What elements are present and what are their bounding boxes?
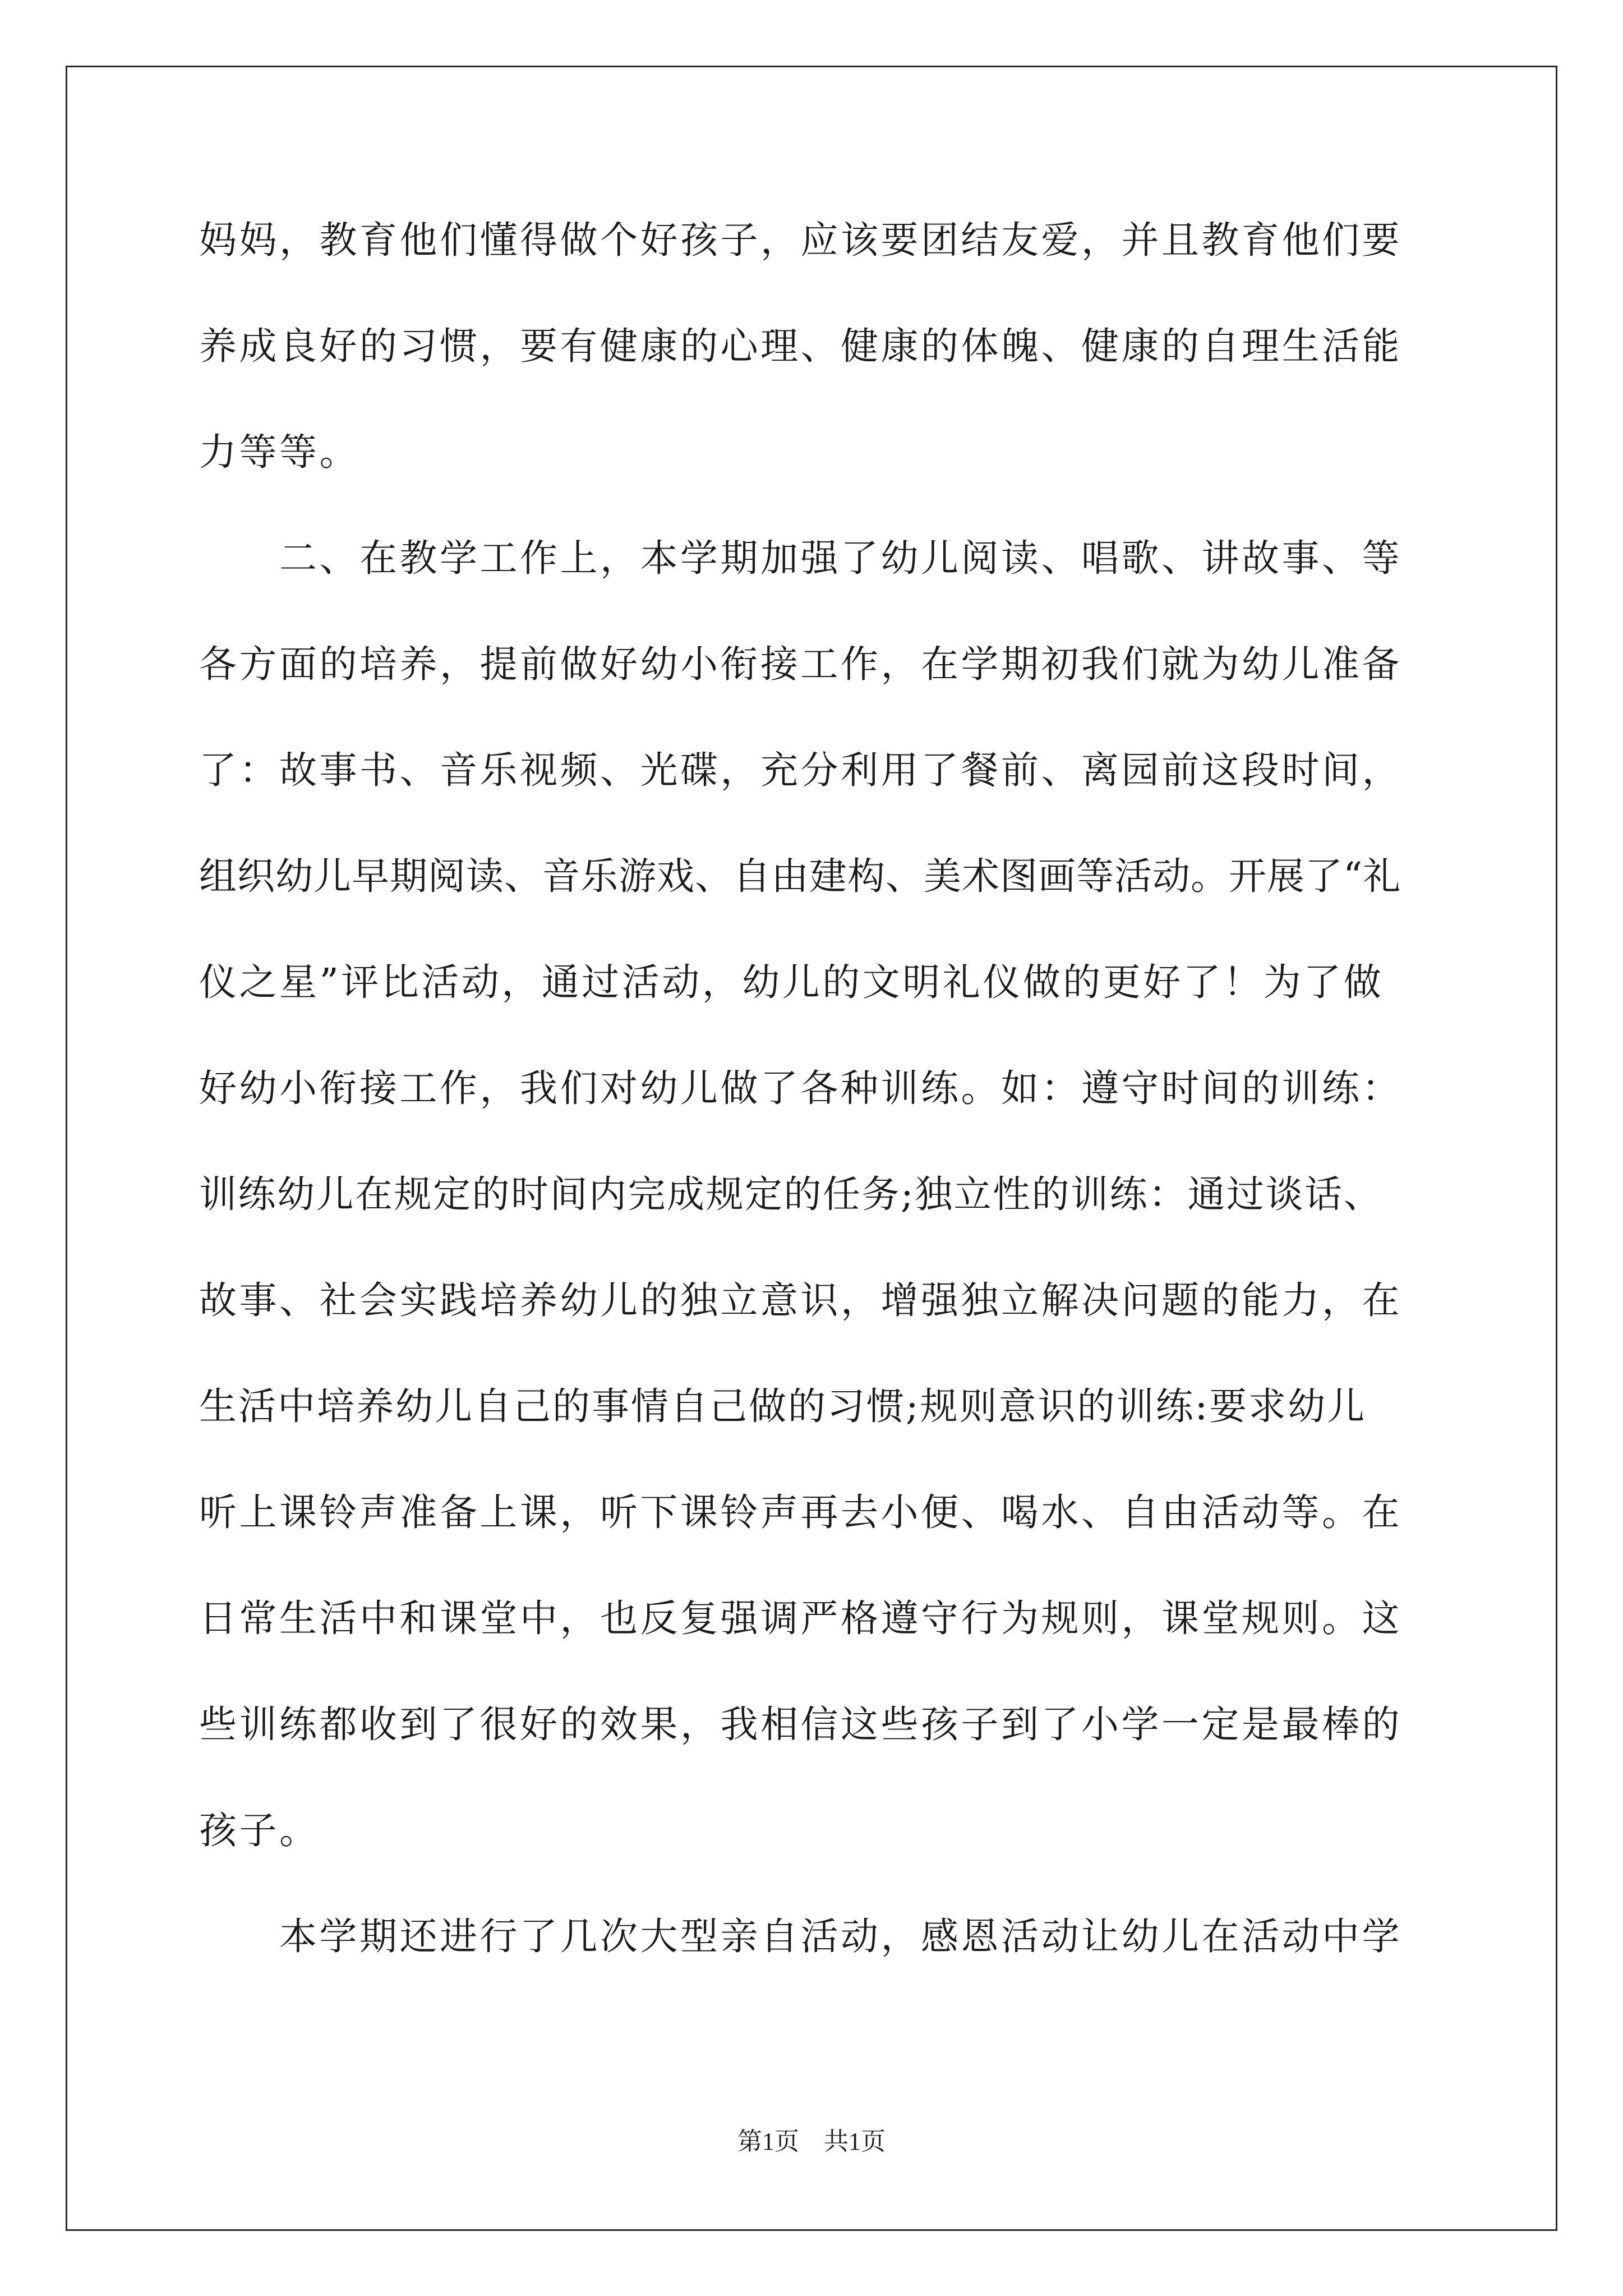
text-line: 故事、社会实践培养幼儿的独立意识，增强独立解决问题的能力，在 (199, 1278, 1402, 1322)
page-footer (0, 2126, 1623, 2157)
text-line: 训练幼儿在规定的时间内完成规定的任务;独立性的训练：通过谈话、 (199, 1172, 1383, 1216)
text-line: 仪之星”评比活动，通过活动，幼儿的文明礼仪做的更好了！为了做 (199, 960, 1384, 1004)
text-line: 妈妈，教育他们懂得做个好孩子，应该要团结友爱，并且教育他们要 (199, 218, 1402, 262)
text-line: 日常生活中和课堂中，也反复强调严格遵守行为规则，课堂规则。这 (199, 1596, 1402, 1640)
page-number: 第1页 (737, 2128, 799, 2155)
page-total: 共1页 (824, 2128, 886, 2155)
text-line: 各方面的培养，提前做好幼小衔接工作，在学期初我们就为幼儿准备 (199, 642, 1402, 686)
text-line: 二、在教学工作上，本学期加强了幼儿阅读、唱歌、讲故事、等 (199, 536, 1402, 580)
text-line: 本学期还进行了几次大型亲自活动，感恩活动让幼儿在活动中学 (199, 1915, 1402, 1958)
text-line: 孩子。 (199, 1809, 320, 1852)
text-line: 力等等。 (199, 430, 359, 474)
page-border (66, 66, 1557, 2231)
text-line: 好幼小衔接工作，我们对幼儿做了各种训练。如：遵守时间的训练： (199, 1066, 1402, 1110)
text-line: 组织幼儿早期阅读、音乐游戏、自由建构、美术图画等活动。开展了“礼 (199, 854, 1401, 898)
text-line: 些训练都收到了很好的效果，我相信这些孩子到了小学一定是最棒的 (199, 1703, 1402, 1746)
text-line: 听上课铃声准备上课，听下课铃声再去小便、喝水、自由活动等。在 (199, 1490, 1402, 1534)
text-line: 生活中培养幼儿自己的事情自己做的习惯;规则意识的训练:要求幼儿 (199, 1384, 1367, 1428)
text-line: 了：故事书、音乐视频、光碟，充分利用了餐前、离园前这段时间， (199, 748, 1402, 792)
text-line: 养成良好的习惯，要有健康的心理、健康的体魄、健康的自理生活能 (199, 324, 1402, 368)
